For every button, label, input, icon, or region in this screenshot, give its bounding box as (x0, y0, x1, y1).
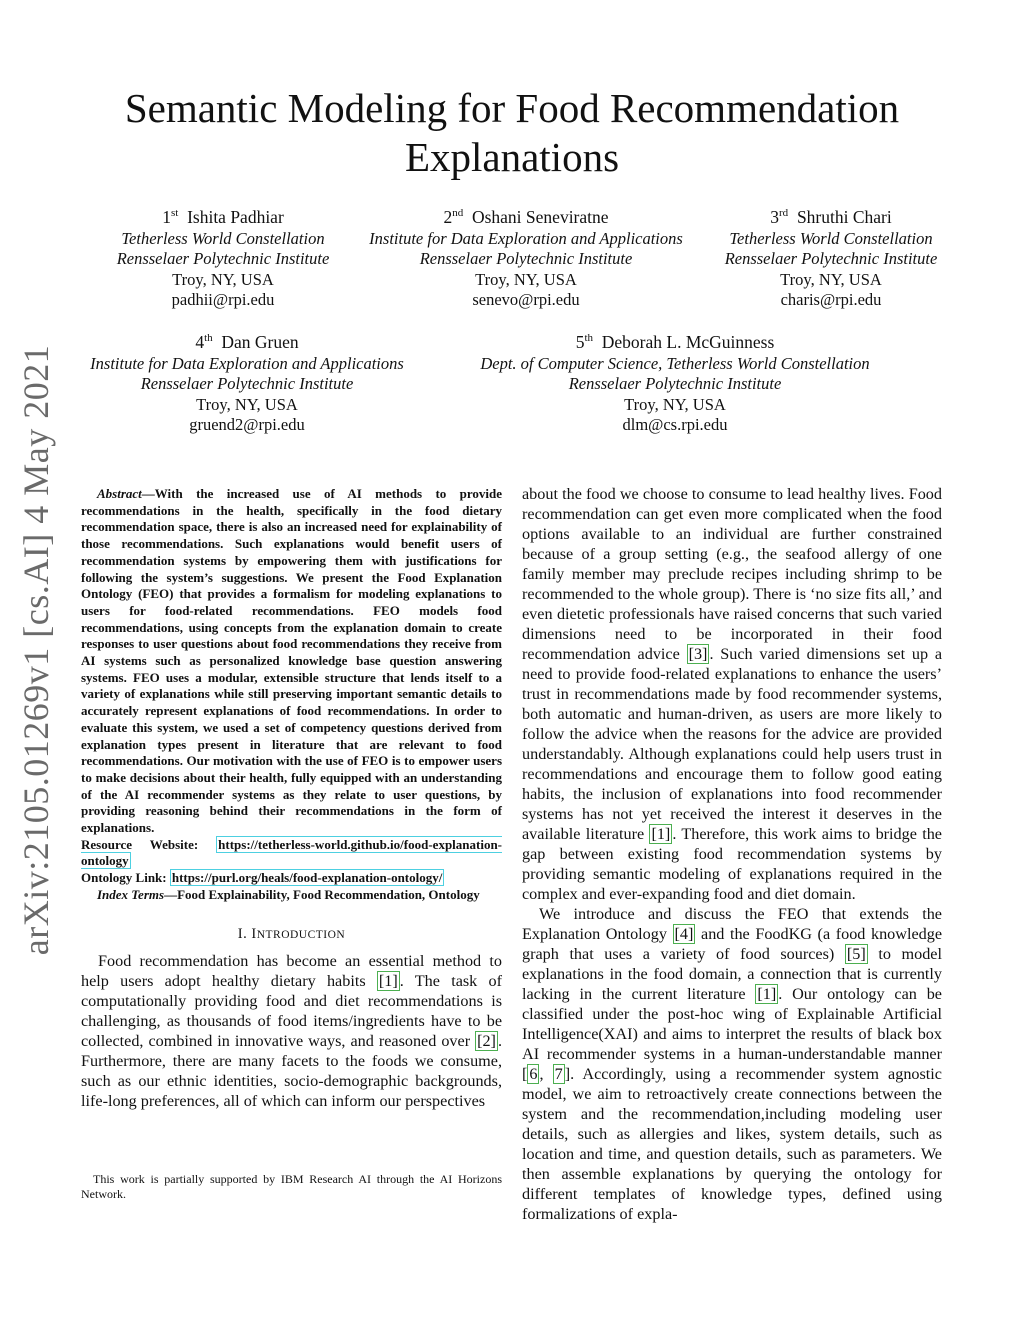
author-location: Troy, NY, USA (172, 269, 274, 289)
section-heading-introduction: I. INTRODUCTION (237, 925, 346, 942)
author-block-2: 2nd Oshani Seneviratne Institute for Data Exploration and Applications Rensselaer Polytechnic Institute Troy, NY, USA senevo@rpi.edu (356, 201, 696, 311)
author-name: Shruthi Chari (796, 206, 892, 227)
author-affiliation: Institute for Data Exploration and Applications (90, 353, 404, 373)
author-block-3: 3rd Shruthi Chari Tetherless World Constellation Rensselaer Polytechnic Institute Troy, NY, USA charis@rpi.edu (710, 201, 952, 311)
right-column (522, 484, 942, 1224)
citation-link[interactable]: [1] (378, 972, 398, 991)
citation-link[interactable]: [3] (688, 645, 708, 663)
author-location: Troy, NY, USA (196, 394, 298, 414)
index-terms-label: Index Terms (97, 886, 165, 902)
author-location: Troy, NY, USA (780, 269, 882, 289)
author-institution: Rensselaer Polytechnic Institute (724, 249, 938, 269)
author-block-5: 5th Deborah L. McGuinness Dept. of Computer Science, Tetherless World Constellation Rensselaer Polytechnic Institute Troy, NY, USA dlm@cs.rpi.edu (460, 326, 890, 436)
resource-website (81, 837, 502, 870)
arxiv-identifier (6, 344, 66, 956)
citation-link[interactable]: [5] (846, 945, 866, 963)
author-email: gruend2@rpi.edu (189, 415, 305, 435)
author-location: Troy, NY, USA (624, 394, 726, 414)
left-column (81, 486, 502, 1111)
ontology-url-link[interactable]: https://purl.org/heals/food-explanation-ontology/ (171, 870, 443, 886)
author-name: Ishita Padhiar (187, 206, 284, 227)
ontology-link (81, 870, 502, 887)
author-email: dlm@cs.rpi.edu (622, 415, 728, 435)
citation-link[interactable]: [2] (477, 1032, 496, 1051)
footnote: This work is partially supported by IBM Research AI through the AI Horizons Network. (81, 1172, 502, 1201)
index-terms (81, 887, 502, 904)
author-affiliation: Tetherless World Constellation (729, 228, 933, 248)
abstract-label: Abstract (97, 486, 142, 501)
paper-title (100, 84, 924, 182)
resource-link[interactable]: https://tetherless-world.github.io/food-explanation-ontology (81, 836, 503, 869)
index-terms-text: —Food Explainability, Food Recommendation, Ontology (164, 886, 480, 902)
author-name: Oshani Seneviratne (471, 206, 609, 227)
author-institution: Rensselaer Polytechnic Institute (116, 249, 330, 269)
abstract (81, 486, 502, 837)
citation-link[interactable]: 6 (529, 1065, 538, 1083)
author-email: padhii@rpi.edu (171, 290, 275, 310)
author-name: Deborah L. McGuinness (601, 331, 775, 352)
intro-paragraph: Food recommendation has become an essential method to help users adopt healthy dietary habits [1] . The task of computationally providing food and diet recommendations is challenging, as thousands of food items/ingredients have to be collected, combined in innovative ways, and reasoned over [2] . Furthermore, there are many facets to the foods we consume, such as our ethnic identities, socio-demographic backgrounds, life-long preferences, all of which can inform our perspectives (81, 952, 503, 1111)
ontology-label: Ontology Link: (81, 870, 167, 886)
author-email: charis@rpi.edu (780, 290, 882, 310)
citation-link[interactable]: [1] (757, 985, 777, 1003)
author-affiliation: Tetherless World Constellation (121, 228, 325, 248)
title-line-1: Semantic Modeling for Food Recommendation (124, 85, 900, 131)
author-institution: Rensselaer Polytechnic Institute (419, 249, 633, 269)
author-institution: Rensselaer Polytechnic Institute (568, 374, 782, 394)
citation-link[interactable]: [4] (674, 925, 694, 943)
resource-label: Resource Website: (81, 836, 199, 852)
author-institution: Rensselaer Polytechnic Institute (140, 374, 354, 394)
author-email: senevo@rpi.edu (472, 290, 580, 310)
author-location: Troy, NY, USA (475, 269, 577, 289)
arxiv-id-text: arXiv:2105.01269v1 [cs.AI] 4 May 2021 (16, 344, 57, 956)
title-line-2: Explanations (404, 134, 620, 180)
author-block-1: 1st Ishita Padhiar Tetherless World Constellation Rensselaer Polytechnic Institute Troy, NY, USA padhii@rpi.edu (100, 201, 346, 311)
paragraph-2: We introduce and discuss the FEO that extends the Explanation Ontology [4] and the FoodKG (a food knowledge graph that uses a variety of food sources) [5] to model explanations in the food domain, a connection that is currently lacking in the current literature [1] . Our ontology can be classified under the post-hoc wing of Explainable Artificial Intelligence(XAI) and aims to interpret the results of black box AI recommender systems in a human-understandable manner [ 6 , 7 ]. Accordingly, using a recommender system agnostic model, we aim to retroactively create connections between the system and the recommendation,including modeling user details, such as allergies and likes, system details, such as location and time, and question details, such as parameters. We then assemble explanations by querying the ontology for different templates of knowledge types, defined using formalizations of expla- (522, 905, 942, 1223)
paragraph-1: about the food we choose to consume to lead healthy lives. Food recommendation can get even more complicated when the food options available to an individual are further constrained because of a group setting (e.g., the seafood allergy of one family member may preclude recipes including shrimp to be recommended to the whole group). There is ‘no size fits all,’ and even dietetic professionals have raised concerns that such varied dimensions need to be incorporated in their food recommendation advice [3] . Such varied dimensions set up a need to provide food-related explanations to enhance the users’ trust in recommendations made by food recommender systems, both automatic and human-driven, as users are more likely to follow the advice when the reasons for the advice are provided understandably. Although explanations could help users trust in recommendations and encourage them to follow good eating habits, the inclusion of explanations into food recommender systems has not yet received the interest it deserves in the available literature [1] . Therefore, this work aims to bridge the gap between existing food recommendation systems by providing semantic modeling of explanations required in the complex and ever-expanding food and diet domain. (522, 485, 943, 903)
citation-link[interactable]: 7 (554, 1065, 563, 1083)
author-name: Dan Gruen (221, 331, 299, 352)
author-affiliation: Institute for Data Exploration and Applications (369, 228, 683, 248)
abstract-text: —With the increased use of AI methods to provide recommendations in the health, specifically in the food dietary recommendation space, there is also an increased need for explainability of those recommendations. Such explanations would benefit users of recommendation systems by empowering them with justifications for following the system’s suggestions. We present the Food Explanation Ontology (FEO) that provides a formalism for modeling explanations to users for food-related recommendations. FEO models food recommendations, using concepts from the explanation domain to create responses to user questions about food recommendations they receive from AI systems such as personalized knowledge base question answering systems. FEO uses a modular, extensible structure that lends itself to a variety of explanations while still preserving important semantic details to accurately represent explanations of food recommendations. In order to evaluate this system, we used a set of competency questions derived from explanation types present in literature that are relevant to food recommendations. Our motivation with the use of FEO is to empower users to make decisions about their health, fully equipped with an understanding of the AI recommender systems as they relate to user questions, by providing reasoning behind their recommendations in the form of explanations. (81, 486, 502, 836)
author-affiliation: Dept. of Computer Science, Tetherless World Constellation (480, 353, 870, 373)
citation-link[interactable]: [1] (651, 825, 671, 843)
author-block-4: 4th Dan Gruen Institute for Data Exploration and Applications Rensselaer Polytechnic Institute Troy, NY, USA gruend2@rpi.edu (74, 326, 420, 436)
